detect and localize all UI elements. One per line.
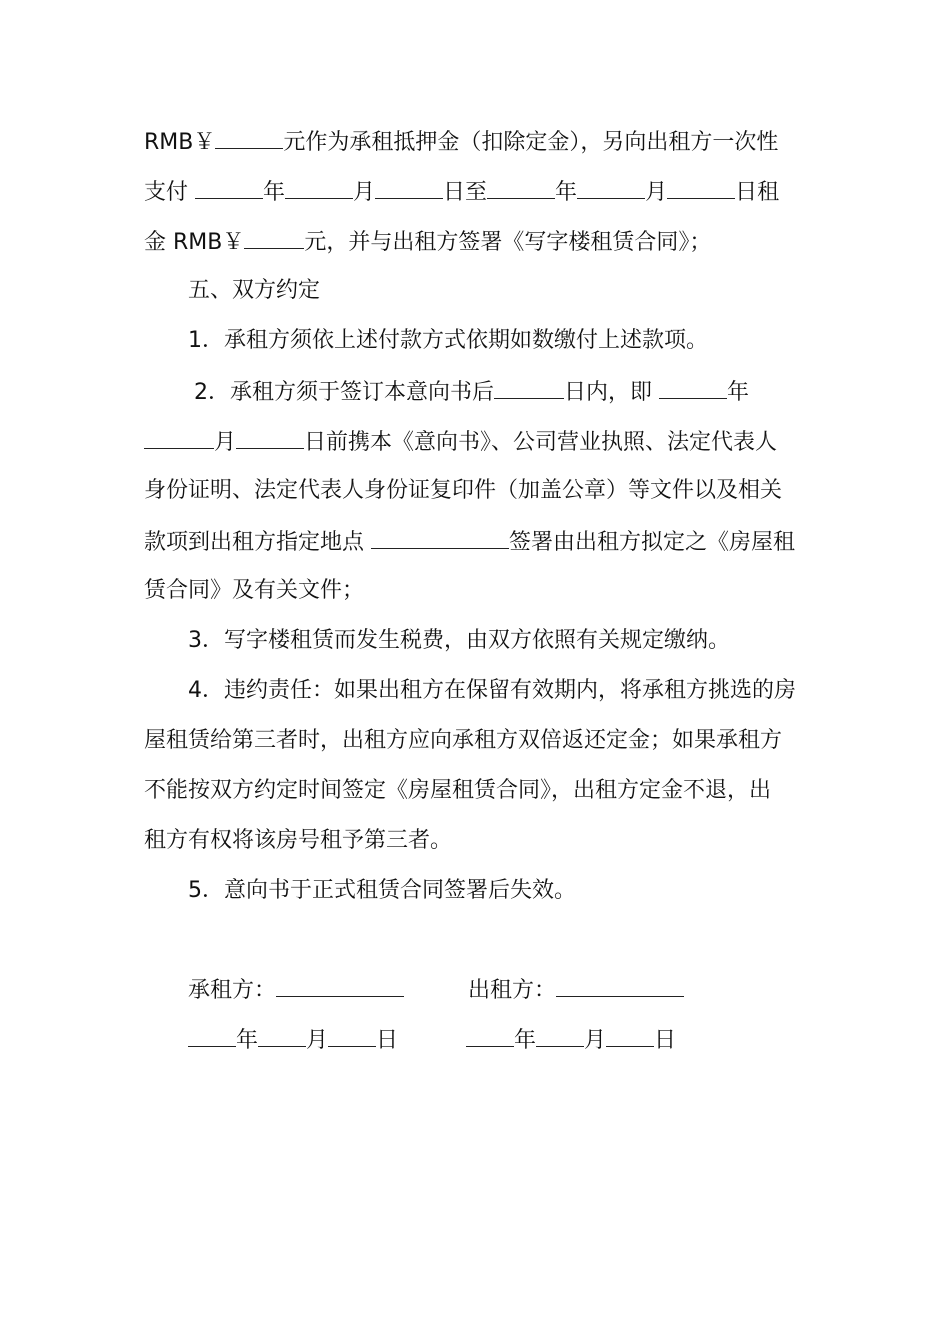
text: 元，并与出租方签署《写字楼租赁合同》； (304, 230, 712, 255)
blank-field (375, 176, 443, 199)
month-field (536, 1024, 584, 1047)
text: 签署由出租方拟定之《房屋租 (509, 530, 796, 555)
lessor-date (466, 1024, 676, 1056)
blank-field (659, 376, 727, 399)
text: 月 (214, 430, 237, 455)
item-3: 3．写字楼租赁而发生税费，由双方依照有关规定缴纳。 (188, 628, 730, 653)
lessee-signature (188, 974, 404, 1006)
blank-field (371, 526, 509, 549)
blank-field (667, 176, 735, 199)
lessee-label: 承租方： (188, 978, 277, 1003)
blank-field (195, 176, 263, 199)
blank-field (487, 176, 555, 199)
intro-line-3 (144, 226, 711, 258)
section-title: 五、双方约定 (188, 278, 321, 303)
text: 月 (306, 1028, 329, 1053)
lessor-signature-field (556, 974, 684, 997)
text: 日前携本《意向书》、公司营业执照、法定代表人 (304, 430, 778, 455)
text: 年 (727, 380, 750, 405)
text: 2．承租方须于签订本意向书后 (194, 380, 494, 405)
item-2-line-2 (144, 426, 777, 458)
text: 日内，即 (564, 380, 659, 405)
item-4-line-2: 屋租赁给第三者时，出租方应向承租方双倍返还定金；如果承租方 (144, 728, 783, 753)
item-4-line-4: 租方有权将该房号租予第三者。 (144, 828, 453, 853)
item-2-line-4 (144, 526, 795, 558)
text: 元作为承租抵押金（扣除定金），另向出租方一次性 (283, 130, 779, 155)
month-field (258, 1024, 306, 1047)
text: RMB￥ (144, 130, 216, 155)
day-field (328, 1024, 376, 1047)
lessor-label: 出租方： (468, 978, 557, 1003)
blank-field (494, 376, 564, 399)
item-2-line-5: 赁合同》及有关文件； (144, 578, 365, 603)
year-field (466, 1024, 514, 1047)
text: 年 (514, 1028, 537, 1053)
text: 年 (263, 180, 286, 205)
blank-field (144, 426, 214, 449)
lessee-date (188, 1024, 398, 1056)
text: 支付 (144, 180, 195, 205)
blank-field (577, 176, 645, 199)
item-5: 5．意向书于正式租赁合同签署后失效。 (188, 878, 576, 903)
blank-field (285, 176, 353, 199)
day-field (606, 1024, 654, 1047)
blank-field (215, 126, 283, 149)
lessee-signature-field (276, 974, 404, 997)
text: 款项到出租方指定地点 (144, 530, 371, 555)
text: 日租 (735, 180, 780, 205)
text: 日至 (443, 180, 488, 205)
blank-field (244, 226, 304, 249)
item-4-line-3: 不能按双方约定时间签定《房屋租赁合同》，出租方定金不退，出 (144, 778, 772, 803)
lessor-signature (468, 974, 684, 1006)
blank-field (236, 426, 304, 449)
year-field (188, 1024, 236, 1047)
item-1: 1．承租方须依上述付款方式依期如数缴付上述款项。 (188, 328, 708, 353)
text: 月 (584, 1028, 607, 1053)
text: 日 (654, 1028, 677, 1053)
item-4-line-1: 4．违约责任：如果出租方在保留有效期内，将承租方挑选的房 (188, 678, 796, 703)
item-2-line-1 (194, 376, 749, 408)
intro-line-1 (144, 126, 778, 158)
intro-line-2 (144, 176, 779, 208)
text: 金 RMB￥ (144, 230, 245, 255)
item-2-line-3: 身份证明、法定代表人身份证复印件（加盖公章）等文件以及相关 (144, 478, 783, 503)
text: 月 (353, 180, 376, 205)
text: 年 (236, 1028, 259, 1053)
text: 日 (376, 1028, 399, 1053)
text: 年 (555, 180, 578, 205)
text: 月 (645, 180, 668, 205)
